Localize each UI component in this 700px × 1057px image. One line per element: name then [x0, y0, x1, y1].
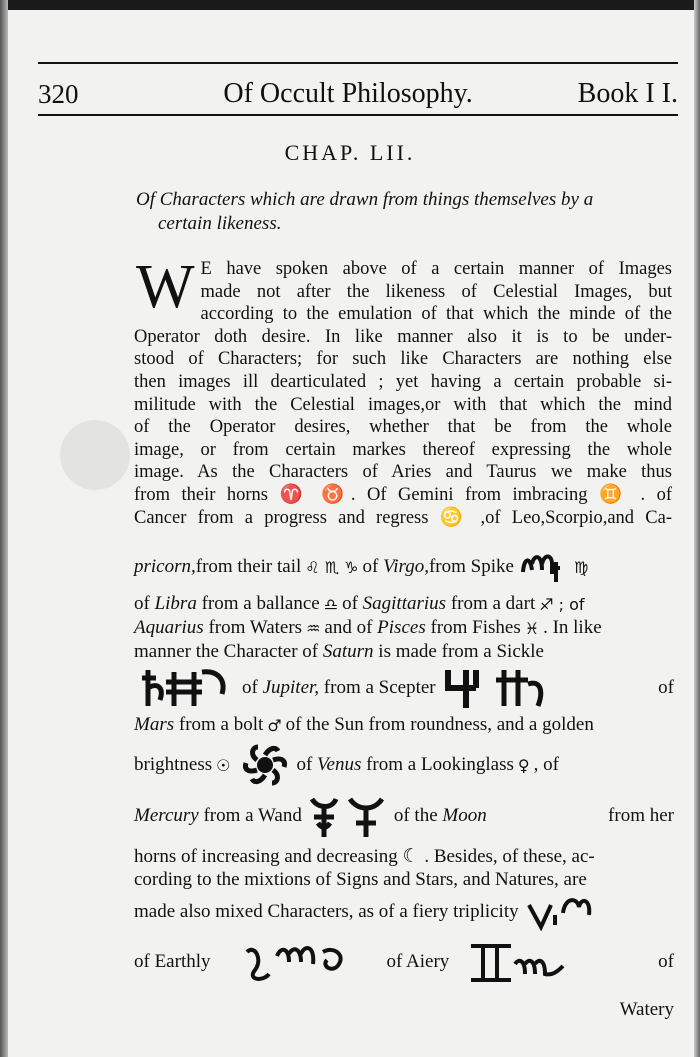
text-run: of Aiery [386, 951, 450, 972]
text-line: stood of Characters; for such like Characters are nothing else [134, 349, 672, 370]
text-line: Cancer from a progress and regress ♋ ,of Leo,Scorpio,and Ca- [134, 507, 672, 528]
glyph-line-6 [134, 712, 674, 738]
catchword: Watery [619, 999, 674, 1020]
text-run: made also mixed Characters, as of a fiery triplicity [134, 901, 519, 922]
glyph-line-13 [134, 998, 674, 1022]
glyph-line-2 [134, 592, 674, 616]
header-top-rule [38, 62, 678, 64]
text-run: of Earthly [134, 951, 211, 972]
subtitle-line-1: Of Characters which are drawn from things themselves by a [136, 189, 594, 210]
text-run: of the Sun from roundness, and a golden [285, 714, 594, 735]
glyph-line-5 [134, 666, 674, 710]
glyph-line-1 [134, 550, 674, 584]
glyph-line-12 [134, 938, 674, 986]
sagittarius-symbol: ♐ ; of [539, 594, 585, 614]
word-sagittarius: Sagittarius [362, 593, 447, 614]
word-venus: Venus [317, 754, 362, 775]
text-line: militude with the Celestial images,or with that which the mind [134, 394, 672, 415]
text-run: , of [533, 754, 559, 775]
text-run: from Fishes [430, 617, 521, 638]
text-run: from their tail [195, 556, 302, 577]
text-run: from Spike [428, 556, 514, 577]
virgo-symbol: ♍ [573, 557, 589, 577]
glyph-line-7 [134, 740, 674, 790]
sun-symbol: ☉ [216, 755, 231, 775]
text-line: of the Operator desires, whether that be from the whole [134, 417, 672, 438]
mars-symbol: ♂ [267, 715, 282, 735]
glyph-line-8 [134, 792, 674, 840]
text-run: of [342, 593, 358, 614]
chapter-subtitle [136, 188, 676, 236]
text-run: from a dart [450, 593, 536, 614]
word-libra: Libra [154, 593, 197, 614]
text-line: image. As the Characters of Aries and Taurus we make thus [134, 462, 672, 483]
text-run: of the [393, 805, 438, 826]
text-line: then images ill dearticulated ; yet having a certain probable si- [134, 371, 672, 392]
venus-symbol: ♀ [517, 755, 530, 775]
page-number: 320 [38, 79, 79, 109]
text-line: E have spoken above of a certain manner of Images [200, 259, 672, 279]
glyph-line-11 [134, 892, 674, 932]
aquarius-symbol: ♒ [306, 618, 321, 638]
drop-cap: W [136, 253, 195, 321]
running-title: Of Occult Philosophy. [223, 78, 473, 109]
text-run: from her [608, 805, 674, 826]
word-mars: Mars [134, 714, 175, 735]
fiery-triplicity-glyph-icon [525, 893, 595, 931]
book-number: Book I I. [577, 78, 678, 109]
word-pisces: Pisces [377, 617, 426, 638]
subtitle-line-2: certain likeness. [158, 213, 282, 234]
text-run: from a Lookinglass [366, 754, 514, 775]
word-moon: Moon [442, 805, 487, 826]
jupiter-scepter-glyph-icon [442, 666, 482, 710]
word-saturn: Saturn [322, 641, 374, 662]
pisces-symbol: ♓ [524, 618, 540, 638]
text-run: of [296, 754, 313, 775]
running-header [38, 66, 678, 110]
word-virgo: Virgo, [383, 556, 429, 577]
text-run: manner the Character of [134, 641, 319, 662]
airy-triplicity-glyph-icon [467, 940, 567, 984]
glyph-line-9: horns of increasing and decreasing ☾ . Besides, of these, ac- [134, 845, 595, 867]
text-line: from their horns ♈ ♉. Of Gemini from imbracing ♊ . of [134, 484, 672, 505]
text-run: from a bolt [178, 714, 264, 735]
text-run: and of [324, 617, 373, 638]
chapter-body [134, 253, 672, 529]
glyph-line-10: cording to the mixtions of Signs and Stars, and Natures, are [134, 869, 587, 890]
text-run: of [658, 677, 674, 698]
mercury-wand-glyph-icon [308, 793, 388, 839]
header-bottom-rule [38, 114, 678, 116]
text-run: brightness [134, 754, 213, 775]
text-run: is made from a Sickle [378, 641, 544, 662]
chapter-heading: CHAP. LII. [284, 140, 416, 165]
word-aquarius: Aquarius [134, 617, 204, 638]
saturn-sickle-glyph-icon [140, 666, 236, 710]
text-line: image, or from certain markes thereof expressing the whole [134, 439, 672, 460]
word-jupiter: Jupiter, [262, 677, 320, 698]
word-capricorn: pricorn, [134, 556, 196, 577]
text-run: from Waters [208, 617, 303, 638]
page-top-edge [0, 0, 700, 10]
text-line: according to the emulation of that which the minde of the [200, 304, 672, 325]
jupiter-glyph-variant-icon [494, 666, 546, 710]
text-run: from a Wand [203, 805, 302, 826]
glyph-line-3 [134, 616, 674, 640]
leo-scorpio-capricorn-symbols: ♌ ♏ ♑ [305, 557, 359, 577]
bleed-through-stain [60, 420, 130, 490]
text-run: of [362, 556, 379, 577]
text-run: of [134, 593, 150, 614]
text-run: from a ballance [201, 593, 320, 614]
virgo-spike-glyph-icon [520, 550, 564, 584]
text-line: made not after the likeness of Celestial Images, but [200, 281, 672, 302]
glyph-line-4 [134, 640, 674, 664]
earthly-triplicity-glyph-icon [241, 940, 351, 984]
libra-symbol: ♎ [323, 594, 339, 614]
word-mercury: Mercury [134, 805, 199, 826]
text-run: of [658, 951, 674, 972]
text-run: . In like [543, 617, 602, 638]
text-run: from a Scepter [323, 677, 436, 698]
text-run: of [242, 677, 258, 698]
sun-rays-glyph-icon [240, 741, 290, 789]
text-line: Operator doth desire. In like manner also it is to be under- [134, 326, 672, 347]
